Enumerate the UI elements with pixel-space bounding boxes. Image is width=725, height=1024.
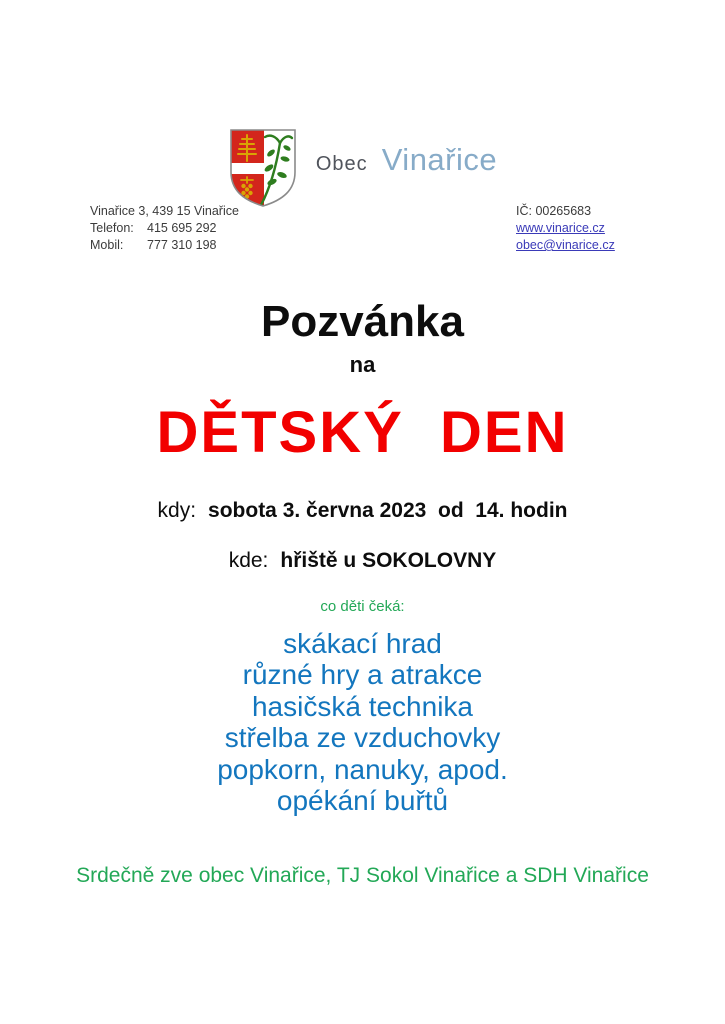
where-line bbox=[0, 548, 725, 574]
phone-number: 415 695 292 bbox=[147, 221, 217, 235]
when-value: sobota 3. června 2023 od 14. hodin bbox=[208, 499, 568, 522]
phone-label: Telefon: bbox=[90, 221, 134, 235]
program-intro: co děti čeká: bbox=[320, 598, 405, 615]
website-link[interactable]: www.vinarice.cz bbox=[516, 221, 605, 235]
header-logo-row bbox=[0, 128, 725, 208]
when-label: kdy: bbox=[157, 499, 197, 522]
coat-of-arms-icon bbox=[228, 128, 298, 208]
contact-left-column bbox=[90, 203, 239, 254]
program-item: různé hry a atrakce bbox=[242, 659, 483, 691]
program-item: hasičská technika bbox=[251, 690, 473, 722]
phone-row bbox=[90, 220, 239, 237]
mobile-number: 777 310 198 bbox=[147, 238, 217, 252]
org-name: Vinařice bbox=[381, 142, 498, 177]
where-label: kde: bbox=[228, 549, 269, 572]
invitation-subtitle: na bbox=[349, 352, 376, 377]
when-line bbox=[0, 498, 725, 524]
invitation-title: Pozvánka bbox=[261, 297, 464, 346]
event-title: DĚTSKÝ DEN bbox=[156, 400, 569, 465]
company-id: IČ: 00265683 bbox=[516, 204, 592, 218]
where-value: hřiště u SOKOLOVNY bbox=[280, 549, 497, 572]
contact-section bbox=[90, 203, 725, 257]
org-wordmark bbox=[316, 142, 497, 178]
org-prefix: Obec bbox=[315, 153, 368, 175]
contact-right-column bbox=[516, 203, 615, 254]
closing-message: Srdečně zve obec Vinařice, TJ Sokol Vinařice a SDH Vinařice bbox=[76, 864, 649, 888]
program-list bbox=[0, 628, 725, 816]
program-item: skákací hrad bbox=[283, 628, 442, 659]
email-link[interactable]: obec@vinarice.cz bbox=[516, 238, 615, 252]
mobile-label: Mobil: bbox=[90, 238, 124, 252]
org-address: Vinařice 3, 439 15 Vinařice bbox=[90, 204, 239, 218]
invitation-body bbox=[0, 298, 725, 890]
program-item: popkorn, nanuky, apod. bbox=[217, 753, 508, 785]
program-item: opékání buřtů bbox=[276, 785, 449, 817]
program-item: střelba ze vzduchovky bbox=[224, 722, 501, 754]
mobile-row bbox=[90, 237, 239, 254]
